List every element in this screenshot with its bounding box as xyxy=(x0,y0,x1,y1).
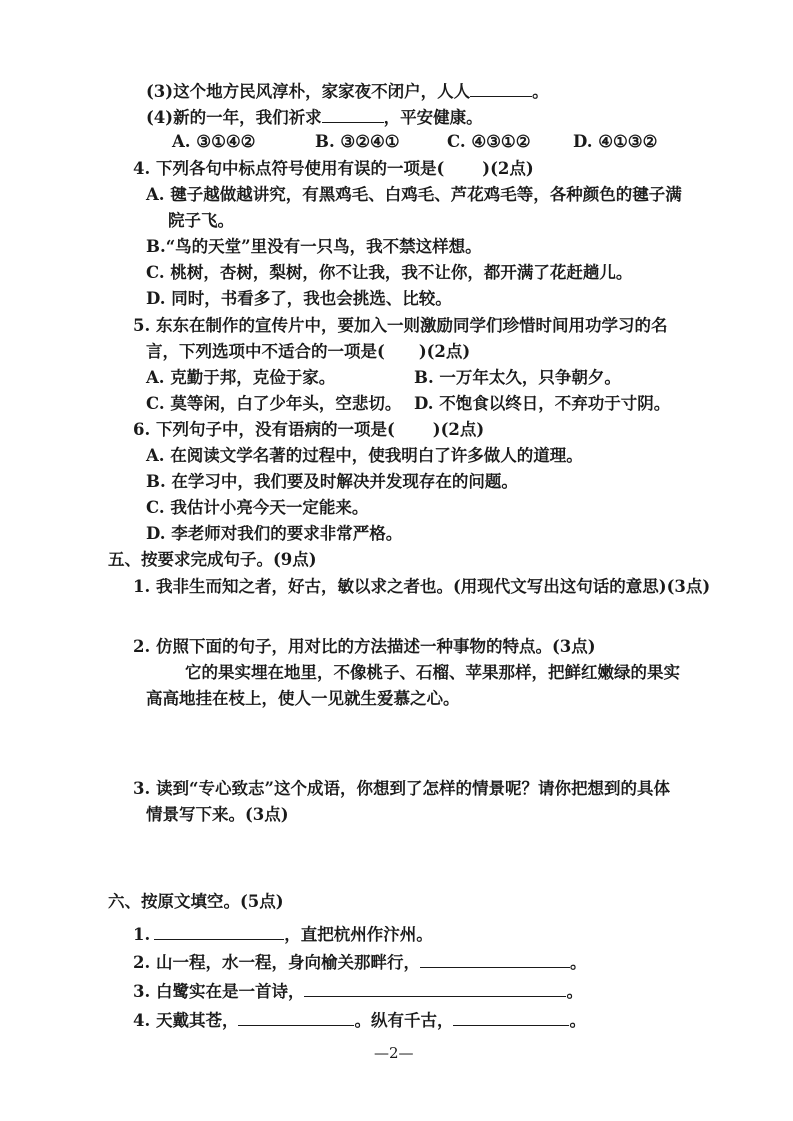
question-5-points: )(2点) xyxy=(418,342,471,361)
fill-line-3 xyxy=(133,979,583,1003)
question-6-option-d[interactable]: D. 李老师对我们的要求非常严格。 xyxy=(146,524,403,543)
question-5-option-c[interactable]: C. 莫等闲，白了少年头，空悲切。 xyxy=(146,394,402,413)
choice-option-a[interactable]: A. ③①④② xyxy=(172,132,256,151)
question-6-option-b[interactable]: B. 在学习中，我们要及时解决并发现存在的问题。 xyxy=(146,472,518,491)
question-5-stem: 5. 东东在制作的宣传片中，要加入一则激励同学们珍惜时间用功学习的名 xyxy=(133,316,668,335)
fill-line-1-number: 1. xyxy=(133,925,151,944)
fill-line-3-end: 。 xyxy=(566,982,583,1001)
answer-space[interactable] xyxy=(133,602,693,628)
answer-blank[interactable] xyxy=(453,1008,569,1026)
fill-line-1 xyxy=(133,922,433,946)
fill-line-3-text: 3. 白鹭实在是一首诗， xyxy=(133,982,305,1001)
answer-space[interactable] xyxy=(133,830,693,886)
choice-option-c[interactable]: C. ④③①② xyxy=(447,132,531,151)
answer-blank[interactable] xyxy=(322,105,384,123)
question-6-text: 6. 下列句子中，没有语病的一项是( xyxy=(133,420,395,439)
answer-blank[interactable] xyxy=(420,950,570,968)
fill-line-4-end: 。 xyxy=(569,1011,586,1030)
example-sentence-line-1: 它的果实埋在地里，不像桃子、石榴、苹果那样，把鲜红嫩绿的果实 xyxy=(185,663,680,682)
section-5-heading: 五、按要求完成句子。(9点) xyxy=(108,550,317,569)
example-sentence-line-2: 高高地挂在枝上，使人一见就生爱慕之心。 xyxy=(146,689,460,708)
page-number: —2— xyxy=(374,1044,414,1062)
question-5-stem-cont xyxy=(146,341,470,363)
question-4-option-c[interactable]: C. 桃树，杏树，梨树，你不让我，我不让你，都开满了花赶趟儿。 xyxy=(146,263,633,282)
fill-line-4 xyxy=(133,1008,586,1032)
fill-item-4 xyxy=(146,105,483,129)
question-4-points: )(2点) xyxy=(482,159,534,178)
section-5-question-3: 3. 读到“专心致志”这个成语，你想到了怎样的情景呢？请你把想到的具体 xyxy=(133,779,670,798)
question-4-text: 4. 下列各句中标点符号使用有误的一项是( xyxy=(133,159,445,178)
fill-item-3-text: (3)这个地方民风淳朴，家家夜不闭户，人人 xyxy=(146,82,471,101)
fill-item-4-end: ，平安健康。 xyxy=(383,108,483,127)
question-4-option-a[interactable]: A. 毽子越做越讲究，有黑鸡毛、白鸡毛、芦花鸡毛等，各种颜色的毽子满 xyxy=(146,185,682,204)
answer-blank[interactable] xyxy=(470,79,532,97)
question-5-text: 言，下列选项中不适合的一项是( xyxy=(146,342,385,361)
fill-line-2-text: 2. 山一程，水一程，身向榆关那畔行， xyxy=(133,953,420,972)
choice-option-d[interactable]: D. ④①③② xyxy=(573,132,658,151)
question-4-option-a-cont: 院子飞。 xyxy=(168,211,234,230)
answer-space[interactable] xyxy=(133,714,693,770)
section-5-question-1: 1. 我非生而知之者，好古，敏以求之者也。(用现代文写出这句话的意思)(3点) xyxy=(133,577,711,596)
section-5-question-2: 2. 仿照下面的句子，用对比的方法描述一种事物的特点。(3点) xyxy=(133,637,596,656)
question-6-stem xyxy=(133,419,484,441)
fill-item-4-text: (4)新的一年，我们祈求 xyxy=(146,108,322,127)
fill-line-4-text: 4. 天戴其苍， xyxy=(133,1011,239,1030)
fill-line-2 xyxy=(133,950,586,974)
fill-line-2-end: 。 xyxy=(569,953,587,972)
fill-item-3-end: 。 xyxy=(532,82,549,101)
answer-blank[interactable] xyxy=(238,1008,354,1026)
question-5-option-d[interactable]: D. 不饱食以终日，不弃功于寸阴。 xyxy=(414,394,671,413)
question-6-points: )(2点) xyxy=(432,420,485,439)
fill-item-3 xyxy=(146,79,549,103)
section-6-heading: 六、按原文填空。(5点) xyxy=(108,892,284,911)
question-4-stem xyxy=(133,158,534,180)
question-4-option-d[interactable]: D. 同时，书看多了，我也会挑选、比较。 xyxy=(146,289,452,308)
answer-blank[interactable] xyxy=(154,922,284,940)
question-5-option-a[interactable]: A. 克勤于邦，克俭于家。 xyxy=(146,368,336,387)
answer-blank[interactable] xyxy=(304,979,566,997)
question-5-option-b[interactable]: B. 一万年太久，只争朝夕。 xyxy=(414,368,621,387)
section-5-question-3-cont: 情景写下来。(3点) xyxy=(146,805,289,824)
question-6-option-c[interactable]: C. 我估计小亮今天一定能来。 xyxy=(146,498,369,517)
choice-option-b[interactable]: B. ③②④① xyxy=(315,132,400,151)
fill-line-1-text: ，直把杭州作汴州。 xyxy=(284,925,433,944)
fill-line-4-mid: 。纵有千古， xyxy=(354,1011,454,1030)
question-4-option-b[interactable]: B.“鸟的天堂”里没有一只鸟，我不禁这样想。 xyxy=(146,237,482,256)
question-6-option-a[interactable]: A. 在阅读文学名著的过程中，使我明白了许多做人的道理。 xyxy=(146,446,583,465)
